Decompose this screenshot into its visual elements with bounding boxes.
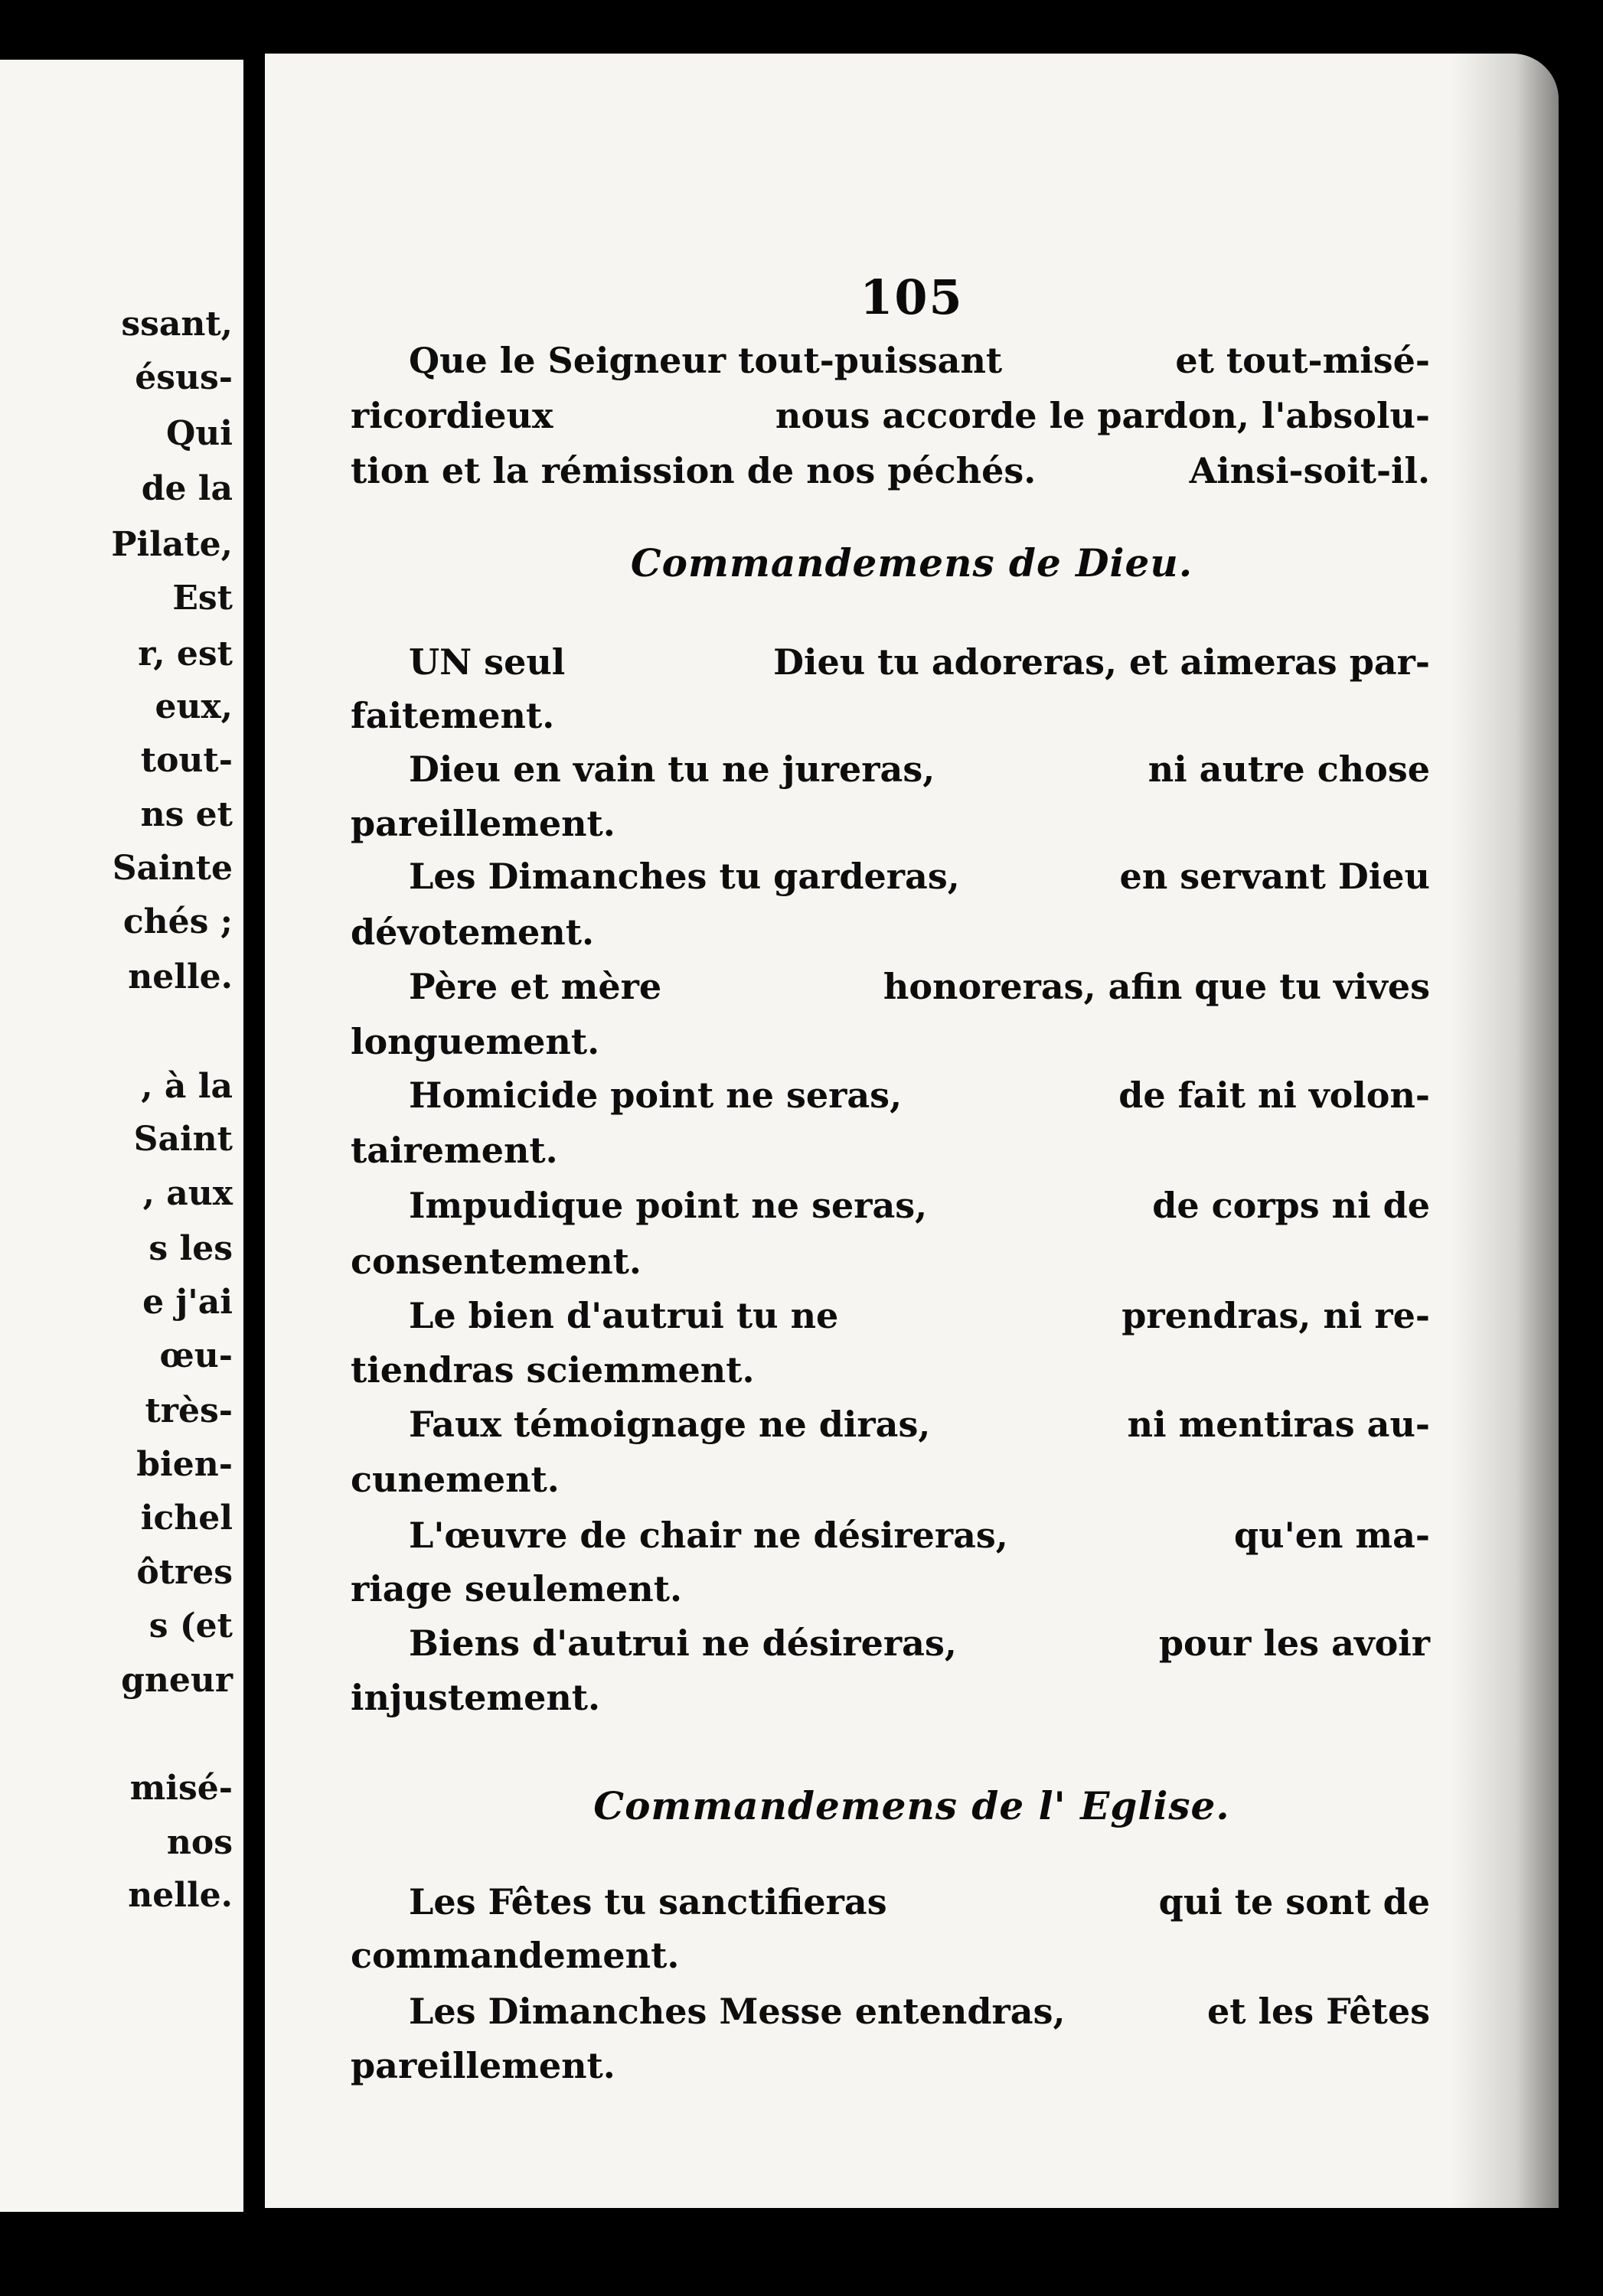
commandment-line [409,966,1430,1007]
prayer-line [409,340,1430,381]
commandment-line [351,1459,1430,1500]
text-segment: de fait ni volon- [1118,1075,1430,1116]
text-segment: prendras, ni re- [1121,1295,1430,1336]
text-segment: et tout-misé- [1175,340,1430,381]
prayer-line [351,450,1430,491]
text-segment: commandement. [351,1935,680,1976]
left-page-fragment: r, est [138,634,233,673]
left-page-fragment: s les [149,1229,233,1268]
left-page-fragment: misé- [129,1769,233,1808]
text-segment: tion et la rémission de nos péchés. [351,450,1037,491]
commandment-line [351,1349,1430,1391]
text-segment: longuement. [351,1021,600,1062]
section-heading-commandements-eglise: Commandemens de l' Eglise. [593,1783,1230,1828]
left-page-fragment: s (et [149,1606,233,1645]
page-number: 105 [860,269,964,325]
left-page-fragment: eux, [155,687,233,726]
text-segment: riage seulement. [351,1568,682,1609]
commandment-line [409,1515,1430,1556]
left-page-fragment: ôtres [136,1553,233,1592]
text-segment: L'œuvre de chair ne désireras, [409,1515,1008,1556]
left-page-fragment: très- [145,1391,233,1430]
commandment-line [409,1991,1430,2032]
commandment-line [409,1295,1430,1336]
text-segment: Biens d'autrui ne désireras, [409,1623,957,1664]
right-page [265,54,1559,2208]
left-page-fragment: Est [172,579,233,618]
left-page-fragment: Saint [133,1120,233,1159]
text-segment: Faux témoignage ne diras, [409,1404,931,1445]
text-segment: tiendras sciemment. [351,1349,755,1391]
commandment-line [409,641,1430,683]
left-page-fragment: , aux [142,1174,233,1213]
section-heading-commandements-dieu: Commandemens de Dieu. [630,540,1193,585]
commandment-line [409,1881,1430,1923]
commandment-line [351,1935,1430,1976]
left-page-fragment: œu- [159,1336,233,1375]
text-segment: Que le Seigneur tout-puissant [409,340,1003,381]
commandment-line [351,1241,1430,1282]
book-gutter [243,46,265,2227]
left-page-fragment: ichel [140,1499,233,1538]
commandment-line [351,2045,1430,2086]
text-segment: injustement. [351,1677,601,1718]
commandment-line [409,1404,1430,1445]
text-segment: Impudique point ne seras, [409,1185,928,1226]
text-segment: ni mentiras au- [1127,1404,1430,1445]
commandment-line [351,803,1430,844]
left-page-fragment: ns et [140,795,233,834]
left-page-fragment: ésus- [135,358,233,397]
commandment-line [351,695,1430,736]
text-segment: honoreras, afin que tu vives [883,966,1430,1007]
left-page-fragment: , à la [141,1067,233,1106]
left-page-fragment: nos [166,1823,233,1862]
left-page-fragment: e j'ai [142,1283,233,1322]
text-segment: nous accorde le pardon, l'absolu- [775,395,1430,436]
text-segment: qui te sont de [1158,1881,1430,1923]
commandment-line [409,1185,1430,1226]
commandment-line [351,1568,1430,1609]
text-segment: Les Dimanches Messe entendras, [409,1991,1066,2032]
commandment-line [409,856,1430,897]
text-segment: et les Fêtes [1206,1991,1430,2032]
text-segment: consentement. [351,1241,642,1282]
commandment-line [409,1075,1430,1116]
commandment-line [409,748,1430,790]
commandment-line [351,1677,1430,1718]
left-facing-page [0,60,243,2212]
left-page-fragment: Sainte [112,849,233,888]
left-page-fragment: ssant, [121,305,233,344]
left-page-fragment: nelle. [128,1876,233,1915]
left-page-fragment: nelle. [128,957,233,996]
commandment-line [351,912,1430,953]
commandment-line [409,1623,1430,1664]
text-segment: qu'en ma- [1234,1515,1430,1556]
text-segment: pour les avoir [1158,1623,1430,1664]
text-segment: Homicide point ne seras, [409,1075,903,1116]
text-segment: UN seul [409,641,566,683]
text-segment: Dieu tu adoreras, et aimeras par- [773,641,1430,683]
text-segment: en servant Dieu [1119,856,1430,897]
left-page-fragment: gneur [121,1661,233,1700]
text-segment: Père et mère [409,966,662,1007]
commandment-line [351,1130,1430,1171]
left-page-fragment: Pilate, [111,525,233,564]
left-page-fragment: bien- [136,1445,233,1484]
prayer-line [351,395,1430,436]
text-segment: Dieu en vain tu ne jureras, [409,748,935,790]
text-segment: tairement. [351,1130,558,1171]
text-segment: de corps ni de [1152,1185,1430,1226]
left-page-fragment: Qui [165,414,233,453]
text-segment: Le bien d'autrui tu ne [409,1295,839,1336]
text-segment: ricordieux [351,395,553,436]
text-segment: faitement. [351,695,555,736]
left-page-fragment: chés ; [122,902,233,941]
text-segment: ni autre chose [1148,748,1430,790]
text-segment: dévotement. [351,912,595,953]
text-segment: cunement. [351,1459,560,1500]
text-segment: pareillement. [351,2045,615,2086]
left-page-fragment: tout- [140,741,233,780]
text-segment: Les Dimanches tu garderas, [409,856,960,897]
commandment-line [351,1021,1430,1062]
text-segment: pareillement. [351,803,615,844]
left-page-fragment: de la [141,469,233,508]
text-segment: Ainsi-soit-il. [1189,450,1430,491]
text-segment: Les Fêtes tu sanctifieras [409,1881,887,1923]
